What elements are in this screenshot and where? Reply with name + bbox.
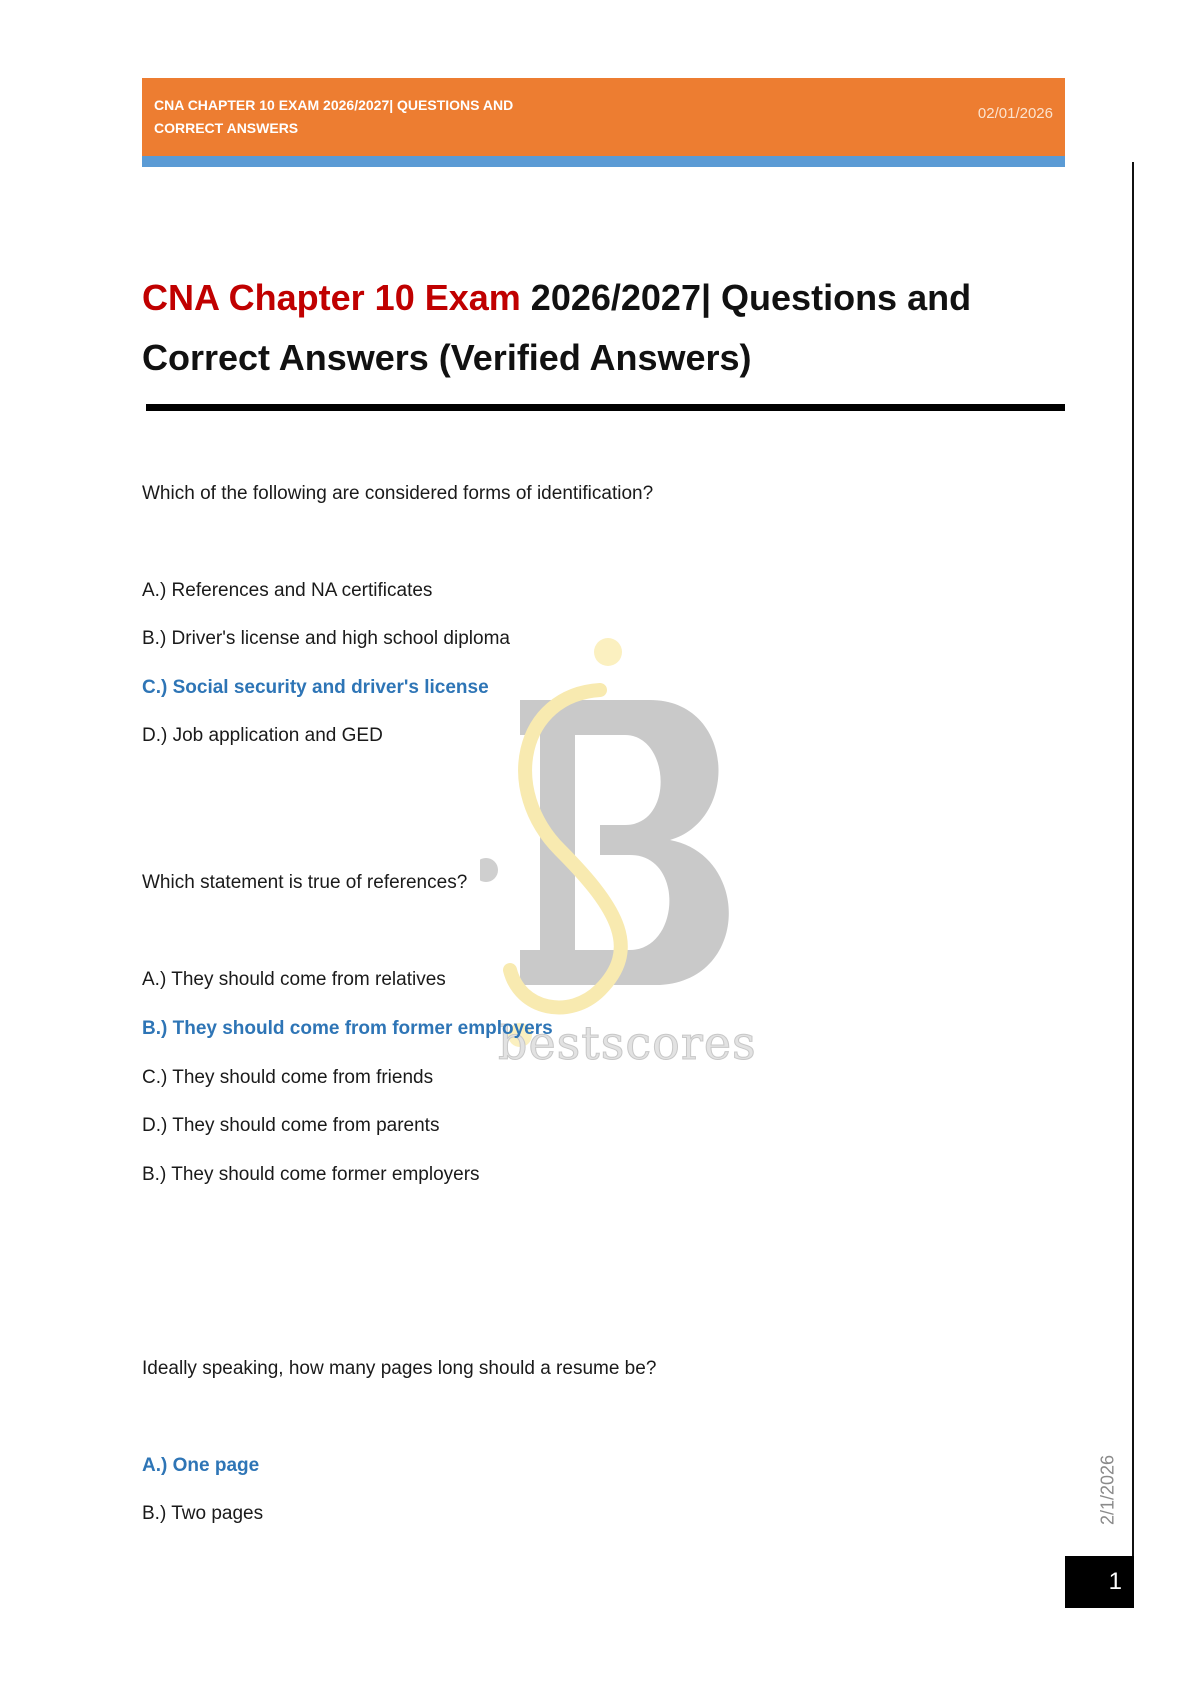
question-2-option-a: A.) They should come from relatives: [142, 969, 446, 990]
watermark-logo: [480, 620, 760, 1080]
title-underline: [146, 404, 1065, 411]
question-2-option-d: D.) They should come from parents: [142, 1115, 440, 1136]
question-1-option-d: D.) Job application and GED: [142, 725, 383, 746]
document-title-red: CNA Chapter 10 Exam: [142, 277, 521, 318]
header-bar: [142, 78, 1065, 156]
page-number: 1: [1065, 1556, 1134, 1608]
question-2-option-c: C.) They should come from friends: [142, 1067, 434, 1088]
question-1-option-b: B.) Driver's license and high school diploma: [142, 628, 510, 649]
watermark-text: bestscores: [498, 1016, 757, 1070]
question-2-text: Which statement is true of references?: [142, 872, 468, 893]
question-3-text: Ideally speaking, how many pages long should a resume be?: [142, 1358, 657, 1379]
question-1-option-c-correct: C.) Social security and driver's license: [142, 677, 489, 698]
header-date: 02/01/2026: [977, 105, 1053, 122]
document-title-rest: 2026/2027| Questions and Correct Answers (Verified Answers): [142, 277, 972, 378]
question-3-option-a-correct: A.) One page: [142, 1455, 260, 1476]
question-2-answer-note: B.) They should come former employers: [142, 1164, 480, 1185]
question-3-option-b: B.) Two pages: [142, 1503, 264, 1524]
side-date: 2/1/2026: [1097, 1454, 1118, 1526]
question-2-option-b-correct: B.) They should come from former employers: [142, 1018, 553, 1039]
question-1-text: Which of the following are considered forms of identification?: [142, 483, 654, 504]
right-margin-rule: [1132, 162, 1134, 1608]
document-title: [142, 268, 1072, 388]
question-1-option-a: A.) References and NA certificates: [142, 580, 433, 601]
header-title: CNA CHAPTER 10 EXAM 2026/2027| QUESTIONS AND CORRECT ANSWERS: [154, 97, 514, 136]
header-accent-stripe: [142, 156, 1065, 167]
